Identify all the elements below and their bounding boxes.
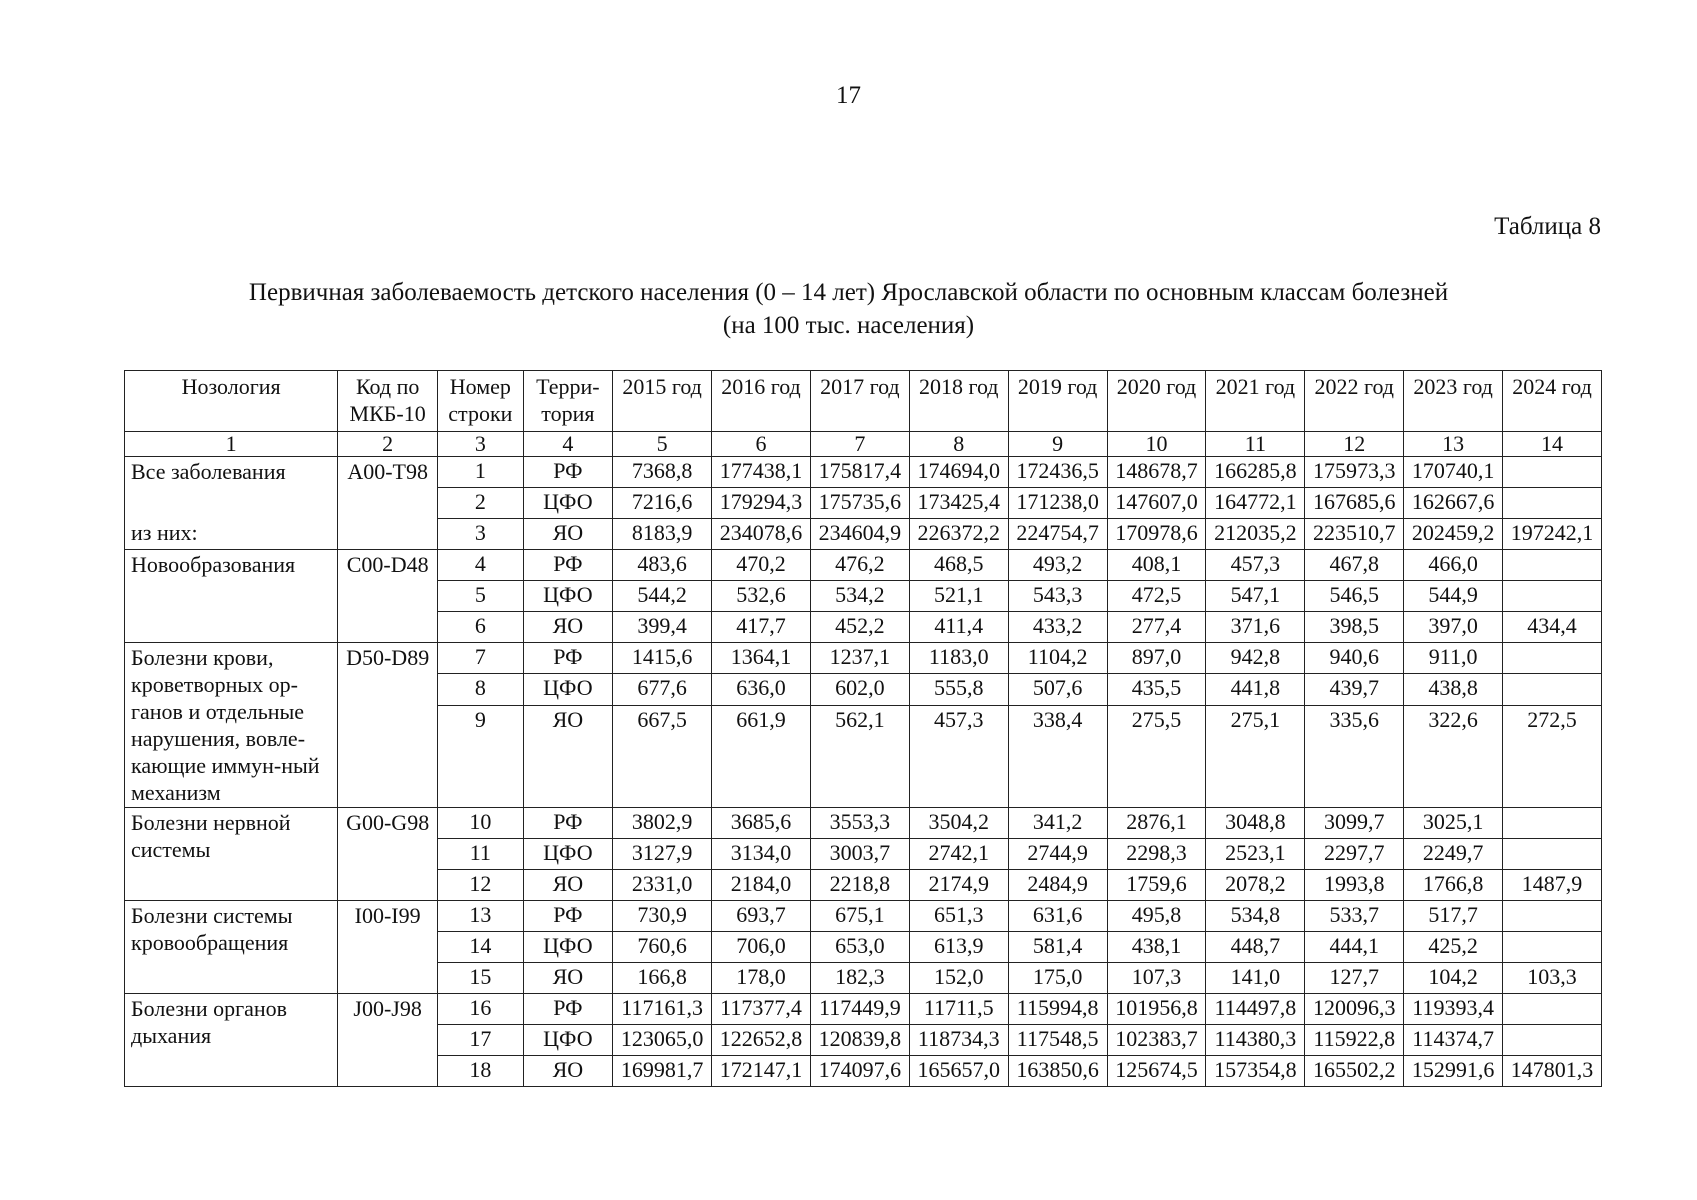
table-label: Таблица 8 xyxy=(1494,213,1601,240)
value-cell: 434,4 xyxy=(1503,612,1602,643)
value-cell: 335,6 xyxy=(1305,705,1404,807)
column-number-row xyxy=(125,432,1602,457)
value-cell: 1415,6 xyxy=(613,643,712,674)
column-header: 2022 год xyxy=(1305,371,1404,432)
value-cell xyxy=(1503,674,1602,705)
value-cell: 677,6 xyxy=(613,674,712,705)
column-header: 2023 год xyxy=(1404,371,1503,432)
value-cell: 104,2 xyxy=(1404,963,1503,994)
value-cell: 897,0 xyxy=(1107,643,1206,674)
value-cell: 117548,5 xyxy=(1008,1025,1107,1056)
table-title xyxy=(0,276,1697,342)
icd-code-cell: С00-D48 xyxy=(338,550,438,643)
value-cell: 167685,6 xyxy=(1305,488,1404,519)
nosology-cell xyxy=(125,457,338,550)
value-cell: 163850,6 xyxy=(1008,1056,1107,1087)
icd-code-cell: J00-J98 xyxy=(338,994,438,1087)
nosology-cell xyxy=(125,994,338,1087)
value-cell: 234078,6 xyxy=(712,519,811,550)
value-cell: 631,6 xyxy=(1008,901,1107,932)
value-cell: 164772,1 xyxy=(1206,488,1305,519)
value-cell: 911,0 xyxy=(1404,643,1503,674)
column-number: 5 xyxy=(613,432,712,457)
nosology-name: Болезни системы кровообращения xyxy=(131,903,293,955)
morbidity-table xyxy=(124,370,1602,1087)
column-number: 8 xyxy=(909,432,1008,457)
value-cell: 2331,0 xyxy=(613,870,712,901)
value-cell: 3134,0 xyxy=(712,839,811,870)
value-cell: 179294,3 xyxy=(712,488,811,519)
value-cell: 448,7 xyxy=(1206,932,1305,963)
value-cell: 3553,3 xyxy=(810,808,909,839)
value-cell: 212035,2 xyxy=(1206,519,1305,550)
value-cell: 166,8 xyxy=(613,963,712,994)
value-cell: 2744,9 xyxy=(1008,839,1107,870)
value-cell: 555,8 xyxy=(909,674,1008,705)
column-header: 2020 год xyxy=(1107,371,1206,432)
value-cell: 730,9 xyxy=(613,901,712,932)
value-cell: 1364,1 xyxy=(712,643,811,674)
value-cell: 118734,3 xyxy=(909,1025,1008,1056)
territory-cell: ЦФО xyxy=(523,1025,613,1056)
value-cell: 148678,7 xyxy=(1107,457,1206,488)
column-number: 6 xyxy=(712,432,811,457)
value-cell: 2742,1 xyxy=(909,839,1008,870)
value-cell: 115994,8 xyxy=(1008,994,1107,1025)
value-cell: 277,4 xyxy=(1107,612,1206,643)
territory-cell: ЯО xyxy=(523,1056,613,1087)
value-cell xyxy=(1503,932,1602,963)
value-cell: 234604,9 xyxy=(810,519,909,550)
value-cell: 7216,6 xyxy=(613,488,712,519)
column-number: 10 xyxy=(1107,432,1206,457)
row-number-cell: 5 xyxy=(438,581,523,612)
value-cell: 3504,2 xyxy=(909,808,1008,839)
nosology-name: Все заболевания xyxy=(131,459,286,484)
value-cell: 457,3 xyxy=(909,705,1008,807)
value-cell: 103,3 xyxy=(1503,963,1602,994)
column-header: Код по МКБ-10 xyxy=(338,371,438,432)
value-cell: 521,1 xyxy=(909,581,1008,612)
column-number: 3 xyxy=(438,432,523,457)
value-cell: 517,7 xyxy=(1404,901,1503,932)
territory-cell: РФ xyxy=(523,808,613,839)
value-cell xyxy=(1503,550,1602,581)
row-number-cell: 10 xyxy=(438,808,523,839)
value-cell: 602,0 xyxy=(810,674,909,705)
row-number-cell: 6 xyxy=(438,612,523,643)
icd-code-cell: G00-G98 xyxy=(338,808,438,901)
value-cell: 127,7 xyxy=(1305,963,1404,994)
territory-cell: РФ xyxy=(523,901,613,932)
value-cell: 114497,8 xyxy=(1206,994,1305,1025)
value-cell: 101956,8 xyxy=(1107,994,1206,1025)
value-cell: 119393,4 xyxy=(1404,994,1503,1025)
value-cell xyxy=(1503,808,1602,839)
column-header: 2017 год xyxy=(810,371,909,432)
column-header: 2019 год xyxy=(1008,371,1107,432)
value-cell: 172436,5 xyxy=(1008,457,1107,488)
value-cell: 3802,9 xyxy=(613,808,712,839)
value-cell xyxy=(1503,457,1602,488)
row-number-cell: 15 xyxy=(438,963,523,994)
value-cell: 1759,6 xyxy=(1107,870,1206,901)
column-number: 1 xyxy=(125,432,338,457)
value-cell: 495,8 xyxy=(1107,901,1206,932)
column-header: 2024 год xyxy=(1503,371,1602,432)
value-cell: 147801,3 xyxy=(1503,1056,1602,1087)
value-cell: 438,8 xyxy=(1404,674,1503,705)
value-cell: 178,0 xyxy=(712,963,811,994)
value-cell: 123065,0 xyxy=(613,1025,712,1056)
value-cell: 175735,6 xyxy=(810,488,909,519)
value-cell: 653,0 xyxy=(810,932,909,963)
value-cell: 544,9 xyxy=(1404,581,1503,612)
value-cell: 3685,6 xyxy=(712,808,811,839)
value-cell: 223510,7 xyxy=(1305,519,1404,550)
value-cell: 272,5 xyxy=(1503,705,1602,807)
row-number-cell: 18 xyxy=(438,1056,523,1087)
value-cell: 166285,8 xyxy=(1206,457,1305,488)
value-cell: 152,0 xyxy=(909,963,1008,994)
row-number-cell: 12 xyxy=(438,870,523,901)
value-cell: 202459,2 xyxy=(1404,519,1503,550)
value-cell: 2297,7 xyxy=(1305,839,1404,870)
value-cell: 546,5 xyxy=(1305,581,1404,612)
value-cell: 275,5 xyxy=(1107,705,1206,807)
value-cell: 1183,0 xyxy=(909,643,1008,674)
value-cell: 636,0 xyxy=(712,674,811,705)
column-number: 12 xyxy=(1305,432,1404,457)
value-cell: 942,8 xyxy=(1206,643,1305,674)
territory-cell: РФ xyxy=(523,457,613,488)
column-number: 14 xyxy=(1503,432,1602,457)
header-row xyxy=(125,371,1602,432)
nosology-name: Болезни нервной системы xyxy=(131,810,291,862)
value-cell: 1766,8 xyxy=(1404,870,1503,901)
value-cell: 117161,3 xyxy=(613,994,712,1025)
nosology-subnote: из них: xyxy=(131,520,198,545)
page-number: 17 xyxy=(836,82,861,109)
value-cell: 444,1 xyxy=(1305,932,1404,963)
value-cell xyxy=(1503,839,1602,870)
value-cell: 147607,0 xyxy=(1107,488,1206,519)
value-cell: 117449,9 xyxy=(810,994,909,1025)
table-row xyxy=(125,901,1602,932)
value-cell: 476,2 xyxy=(810,550,909,581)
value-cell: 115922,8 xyxy=(1305,1025,1404,1056)
value-cell: 171238,0 xyxy=(1008,488,1107,519)
value-cell: 2249,7 xyxy=(1404,839,1503,870)
table-row xyxy=(125,808,1602,839)
territory-cell: РФ xyxy=(523,550,613,581)
row-number-cell: 7 xyxy=(438,643,523,674)
value-cell: 399,4 xyxy=(613,612,712,643)
territory-cell: ЦФО xyxy=(523,488,613,519)
column-header: 2015 год xyxy=(613,371,712,432)
value-cell: 117377,4 xyxy=(712,994,811,1025)
column-number: 7 xyxy=(810,432,909,457)
value-cell: 411,4 xyxy=(909,612,1008,643)
title-line-1: Первичная заболеваемость детского населения (0 – 14 лет) Ярославской области по основным классам болезней xyxy=(248,279,1449,306)
value-cell: 120839,8 xyxy=(810,1025,909,1056)
value-cell: 170740,1 xyxy=(1404,457,1503,488)
territory-cell: ЦФО xyxy=(523,581,613,612)
value-cell: 2484,9 xyxy=(1008,870,1107,901)
value-cell: 371,6 xyxy=(1206,612,1305,643)
row-number-cell: 8 xyxy=(438,674,523,705)
territory-cell: ЯО xyxy=(523,705,613,807)
value-cell: 141,0 xyxy=(1206,963,1305,994)
value-cell: 3048,8 xyxy=(1206,808,1305,839)
row-number-cell: 17 xyxy=(438,1025,523,1056)
value-cell: 2078,2 xyxy=(1206,870,1305,901)
value-cell: 2876,1 xyxy=(1107,808,1206,839)
table-row xyxy=(125,643,1602,674)
value-cell xyxy=(1503,581,1602,612)
value-cell: 175973,3 xyxy=(1305,457,1404,488)
value-cell: 457,3 xyxy=(1206,550,1305,581)
value-cell: 165502,2 xyxy=(1305,1056,1404,1087)
value-cell: 152991,6 xyxy=(1404,1056,1503,1087)
value-cell: 613,9 xyxy=(909,932,1008,963)
table-body xyxy=(125,457,1602,1087)
row-number-cell: 11 xyxy=(438,839,523,870)
value-cell: 7368,8 xyxy=(613,457,712,488)
value-cell: 3025,1 xyxy=(1404,808,1503,839)
territory-cell: ЯО xyxy=(523,612,613,643)
row-number-cell: 9 xyxy=(438,705,523,807)
value-cell: 114374,7 xyxy=(1404,1025,1503,1056)
value-cell: 651,3 xyxy=(909,901,1008,932)
icd-code-cell: А00-Т98 xyxy=(338,457,438,550)
territory-cell: ЯО xyxy=(523,963,613,994)
value-cell: 507,6 xyxy=(1008,674,1107,705)
column-header: Номер строки xyxy=(438,371,523,432)
value-cell: 174694,0 xyxy=(909,457,1008,488)
nosology-name: Болезни крови, кроветворных ор-ганов и отдельные нарушения, вовле-кающие иммун-ный механизм xyxy=(131,645,320,805)
column-header: 2021 год xyxy=(1206,371,1305,432)
row-number-cell: 14 xyxy=(438,932,523,963)
value-cell: 169981,7 xyxy=(613,1056,712,1087)
value-cell: 275,1 xyxy=(1206,705,1305,807)
value-cell: 439,7 xyxy=(1305,674,1404,705)
value-cell: 543,3 xyxy=(1008,581,1107,612)
nosology-cell xyxy=(125,550,338,643)
value-cell: 472,5 xyxy=(1107,581,1206,612)
territory-cell: ЯО xyxy=(523,870,613,901)
territory-cell: ЯО xyxy=(523,519,613,550)
nosology-name: Болезни органов дыхания xyxy=(131,996,288,1048)
value-cell: 1104,2 xyxy=(1008,643,1107,674)
value-cell: 2298,3 xyxy=(1107,839,1206,870)
value-cell: 157354,8 xyxy=(1206,1056,1305,1087)
value-cell: 433,2 xyxy=(1008,612,1107,643)
value-cell: 2184,0 xyxy=(712,870,811,901)
territory-cell: ЦФО xyxy=(523,932,613,963)
value-cell: 162667,6 xyxy=(1404,488,1503,519)
value-cell xyxy=(1503,994,1602,1025)
value-cell: 435,5 xyxy=(1107,674,1206,705)
value-cell: 175,0 xyxy=(1008,963,1107,994)
column-number: 13 xyxy=(1404,432,1503,457)
value-cell: 466,0 xyxy=(1404,550,1503,581)
icd-code-cell: D50-D89 xyxy=(338,643,438,808)
row-number-cell: 2 xyxy=(438,488,523,519)
value-cell: 398,5 xyxy=(1305,612,1404,643)
value-cell: 173425,4 xyxy=(909,488,1008,519)
nosology-cell xyxy=(125,643,338,808)
value-cell: 2218,8 xyxy=(810,870,909,901)
value-cell: 581,4 xyxy=(1008,932,1107,963)
value-cell: 3099,7 xyxy=(1305,808,1404,839)
value-cell: 226372,2 xyxy=(909,519,1008,550)
column-number: 11 xyxy=(1206,432,1305,457)
row-number-cell: 3 xyxy=(438,519,523,550)
value-cell: 182,3 xyxy=(810,963,909,994)
value-cell: 1487,9 xyxy=(1503,870,1602,901)
value-cell: 3127,9 xyxy=(613,839,712,870)
value-cell: 8183,9 xyxy=(613,519,712,550)
value-cell: 468,5 xyxy=(909,550,1008,581)
value-cell: 940,6 xyxy=(1305,643,1404,674)
value-cell xyxy=(1503,643,1602,674)
value-cell xyxy=(1503,901,1602,932)
column-number: 9 xyxy=(1008,432,1107,457)
value-cell: 661,9 xyxy=(712,705,811,807)
value-cell: 441,8 xyxy=(1206,674,1305,705)
column-number: 4 xyxy=(523,432,613,457)
value-cell: 1993,8 xyxy=(1305,870,1404,901)
value-cell: 125674,5 xyxy=(1107,1056,1206,1087)
value-cell: 452,2 xyxy=(810,612,909,643)
value-cell: 174097,6 xyxy=(810,1056,909,1087)
icd-code-cell: I00-I99 xyxy=(338,901,438,994)
nosology-cell xyxy=(125,808,338,901)
row-number-cell: 16 xyxy=(438,994,523,1025)
value-cell: 341,2 xyxy=(1008,808,1107,839)
value-cell: 3003,7 xyxy=(810,839,909,870)
value-cell: 397,0 xyxy=(1404,612,1503,643)
row-number-cell: 1 xyxy=(438,457,523,488)
value-cell: 467,8 xyxy=(1305,550,1404,581)
value-cell: 165657,0 xyxy=(909,1056,1008,1087)
value-cell: 425,2 xyxy=(1404,932,1503,963)
value-cell: 322,6 xyxy=(1404,705,1503,807)
value-cell xyxy=(1503,1025,1602,1056)
value-cell: 102383,7 xyxy=(1107,1025,1206,1056)
nosology-name: Новообразования xyxy=(131,552,296,577)
value-cell: 706,0 xyxy=(712,932,811,963)
value-cell: 493,2 xyxy=(1008,550,1107,581)
value-cell: 2523,1 xyxy=(1206,839,1305,870)
territory-cell: ЦФО xyxy=(523,674,613,705)
value-cell: 562,1 xyxy=(810,705,909,807)
value-cell: 1237,1 xyxy=(810,643,909,674)
title-line-2: (на 100 тыс. населения) xyxy=(722,312,975,339)
value-cell: 675,1 xyxy=(810,901,909,932)
value-cell: 483,6 xyxy=(613,550,712,581)
column-number: 2 xyxy=(338,432,438,457)
value-cell: 224754,7 xyxy=(1008,519,1107,550)
value-cell: 11711,5 xyxy=(909,994,1008,1025)
value-cell: 760,6 xyxy=(613,932,712,963)
nosology-cell xyxy=(125,901,338,994)
value-cell: 533,7 xyxy=(1305,901,1404,932)
value-cell: 2174,9 xyxy=(909,870,1008,901)
row-number-cell: 4 xyxy=(438,550,523,581)
territory-cell: РФ xyxy=(523,994,613,1025)
territory-cell: ЦФО xyxy=(523,839,613,870)
value-cell: 534,8 xyxy=(1206,901,1305,932)
value-cell: 197242,1 xyxy=(1503,519,1602,550)
value-cell: 417,7 xyxy=(712,612,811,643)
value-cell: 114380,3 xyxy=(1206,1025,1305,1056)
value-cell: 534,2 xyxy=(810,581,909,612)
value-cell xyxy=(1503,488,1602,519)
column-header: 2016 год xyxy=(712,371,811,432)
value-cell: 120096,3 xyxy=(1305,994,1404,1025)
table-row xyxy=(125,550,1602,581)
column-header: Терри-тория xyxy=(523,371,613,432)
value-cell: 177438,1 xyxy=(712,457,811,488)
value-cell: 693,7 xyxy=(712,901,811,932)
table-row xyxy=(125,457,1602,488)
value-cell: 470,2 xyxy=(712,550,811,581)
value-cell: 107,3 xyxy=(1107,963,1206,994)
value-cell: 338,4 xyxy=(1008,705,1107,807)
value-cell: 544,2 xyxy=(613,581,712,612)
value-cell: 175817,4 xyxy=(810,457,909,488)
row-number-cell: 13 xyxy=(438,901,523,932)
value-cell: 122652,8 xyxy=(712,1025,811,1056)
value-cell: 172147,1 xyxy=(712,1056,811,1087)
value-cell: 547,1 xyxy=(1206,581,1305,612)
territory-cell: РФ xyxy=(523,643,613,674)
value-cell: 667,5 xyxy=(613,705,712,807)
value-cell: 438,1 xyxy=(1107,932,1206,963)
value-cell: 532,6 xyxy=(712,581,811,612)
value-cell: 170978,6 xyxy=(1107,519,1206,550)
column-header: 2018 год xyxy=(909,371,1008,432)
column-header: Нозология xyxy=(125,371,338,432)
table-row xyxy=(125,994,1602,1025)
value-cell: 408,1 xyxy=(1107,550,1206,581)
